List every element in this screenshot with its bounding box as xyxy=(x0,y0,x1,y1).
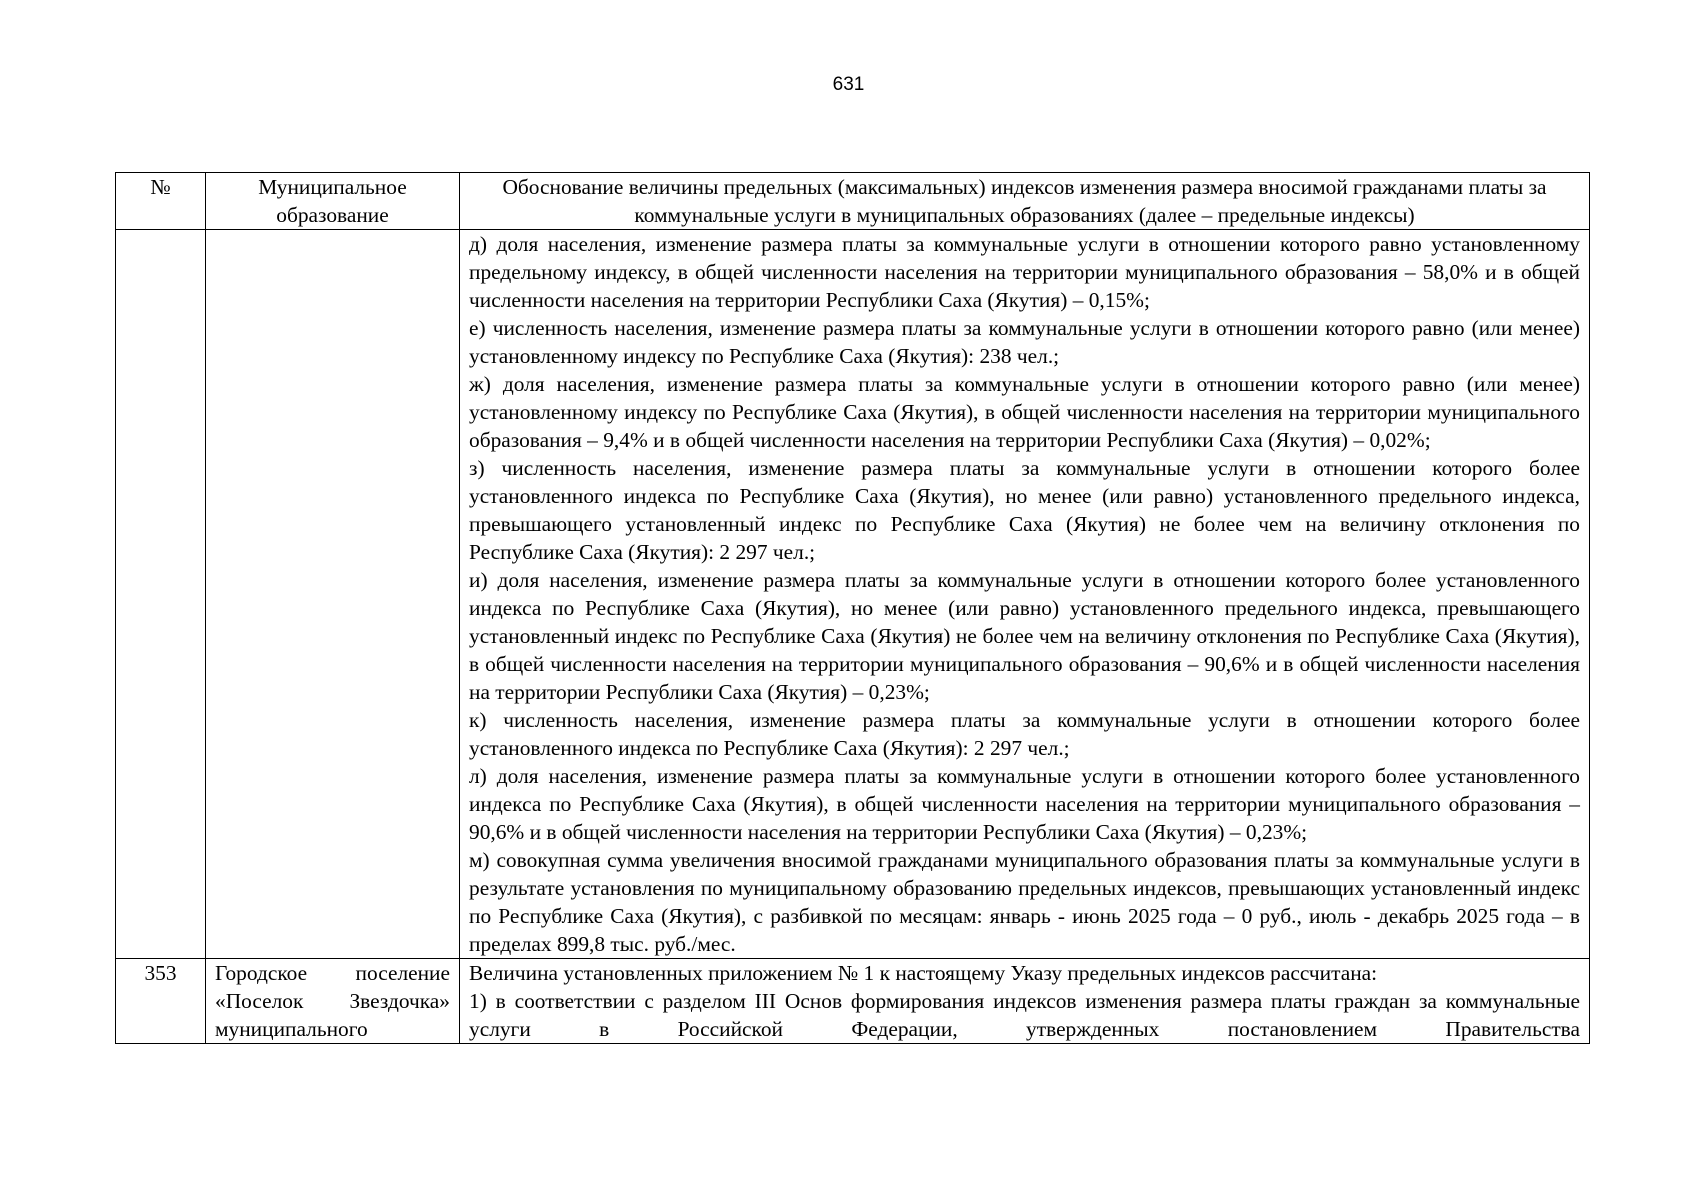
paragraph-z: з) численность населения, изменение размера платы за коммунальные услуги в отношении которого более установленного индекса по Республике Саха (Якутия), но менее (или равно) установленного предельного индекса, превышающего установленный индекс по Республике Саха (Якутия) не более чем на величину отклонения по Республике Саха (Якутия): 2 297 чел.; xyxy=(469,456,1580,564)
row-municipality xyxy=(206,230,460,959)
header-municipality: Муниципальное образование xyxy=(206,173,460,230)
paragraph-intro: Величина установленных приложением № 1 к настоящему Указу предельных индексов рассчитана: xyxy=(469,961,1378,985)
table-row xyxy=(116,230,1590,959)
row-justification xyxy=(460,230,1590,959)
header-number: № xyxy=(116,173,206,230)
municipality-line: Городское поселение xyxy=(215,961,450,985)
justification-table xyxy=(115,172,1590,1044)
municipality-line: муниципального xyxy=(215,1017,368,1041)
paragraph-1: 1) в соответствии с разделом III Основ формирования индексов изменения размера платы граждан за коммунальные услуги в Российской Федерации, утвержденных постановлением Правительства xyxy=(469,989,1580,1041)
row-number xyxy=(116,230,206,959)
paragraph-i: и) доля населения, изменение размера платы за коммунальные услуги в отношении которого более установленного индекса по Республике Саха (Якутия), но менее (или равно) установленного предельного индекса, превышающего установленный индекс по Республике Саха (Якутия) не более чем на величину отклонения по Республике Саха (Якутия), в общей численности населения на территории муниципального образования – 90,6% и в общей численности населения на территории Республики Саха (Якутия) – 0,23%; xyxy=(469,568,1580,704)
page-number: 631 xyxy=(832,74,865,95)
row-justification xyxy=(460,959,1590,1044)
table-header-row xyxy=(116,173,1590,230)
header-justification: Обоснование величины предельных (максимальных) индексов изменения размера вносимой гражданами платы за коммунальные услуги в муниципальных образованиях (далее – предельные индексы) xyxy=(460,173,1590,230)
row-number: 353 xyxy=(116,959,206,1044)
paragraph-e: е) численность населения, изменение размера платы за коммунальные услуги в отношении которого равно (или менее) установленному индексу по Республике Саха (Якутия): 238 чел.; xyxy=(469,316,1580,368)
paragraph-m: м) совокупная сумма увеличения вносимой гражданами муниципального образования платы за коммунальные услуги в результате установления по муниципальному образованию предельных индексов, превышающих установленный индекс по Республике Саха (Якутия), с разбивкой по месяцам: январь - июнь 2025 года – 0 руб., июль - декабрь 2025 года – в пределах 899,8 тыс. руб./мес. xyxy=(469,848,1580,956)
row-municipality xyxy=(206,959,460,1044)
paragraph-k: к) численность населения, изменение размера платы за коммунальные услуги в отношении которого более установленного индекса по Республике Саха (Якутия): 2 297 чел.; xyxy=(469,708,1580,760)
municipality-line: «Поселок Звездочка» xyxy=(215,989,450,1013)
paragraph-l: л) доля населения, изменение размера платы за коммунальные услуги в отношении которого более установленного индекса по Республике Саха (Якутия), в общей численности населения на территории муниципального образования – 90,6% и в общей численности населения на территории Республики Саха (Якутия) – 0,23%; xyxy=(469,764,1580,844)
paragraph-zh: ж) доля населения, изменение размера платы за коммунальные услуги в отношении которого равно (или менее) установленному индексу по Республике Саха (Якутия), в общей численности населения на территории муниципального образования – 9,4% и в общей численности населения на территории Республики Саха (Якутия) – 0,02%; xyxy=(469,372,1580,452)
paragraph-d: д) доля населения, изменение размера платы за коммунальные услуги в отношении которого равно установленному предельному индексу, в общей численности населения на территории муниципального образования – 58,0% и в общей численности населения на территории Республики Саха (Якутия) – 0,15%; xyxy=(469,232,1580,312)
table-row xyxy=(116,959,1590,1044)
